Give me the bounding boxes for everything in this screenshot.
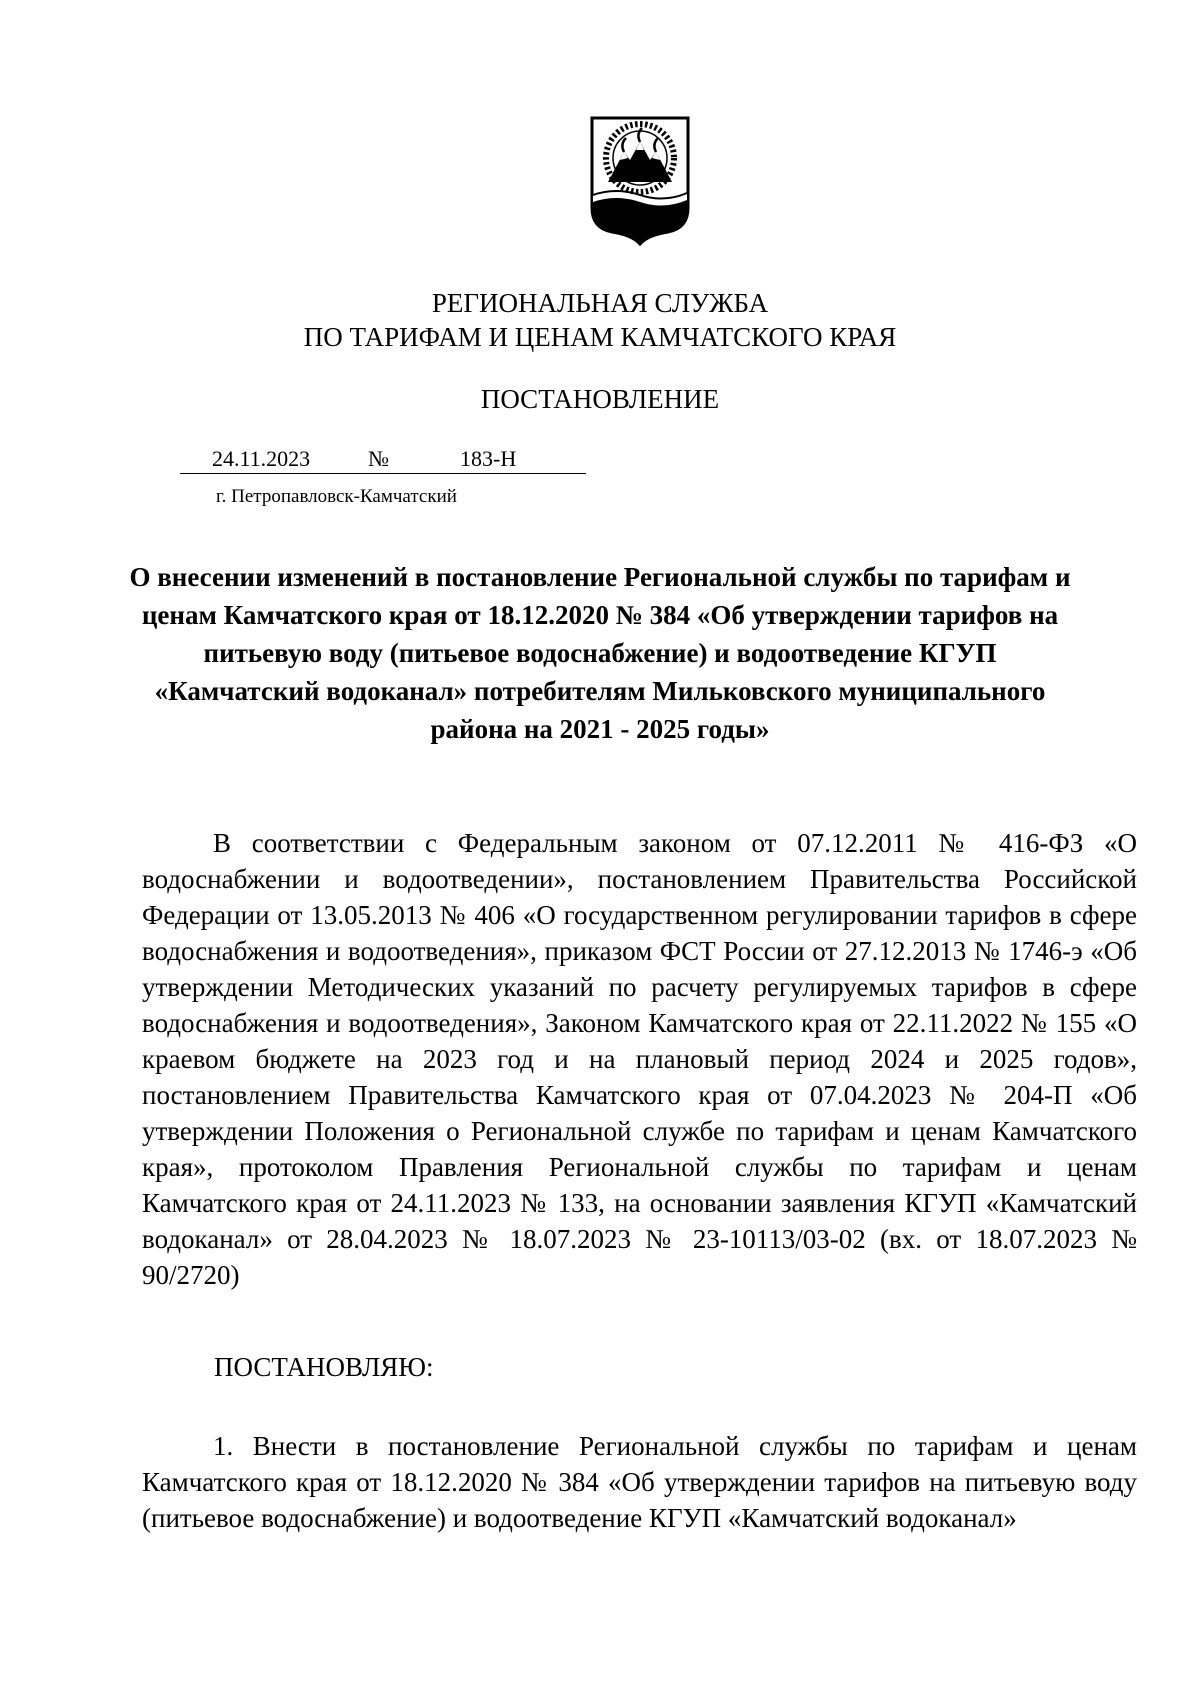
document-city: г. Петропавловск-Камчатский [216, 486, 457, 507]
document-type: ПОСТАНОВЛЕНИЕ [480, 384, 720, 414]
document-number: 183-Н [460, 446, 517, 471]
decree-heading: ПОСТАНОВЛЯЮ: [214, 1352, 434, 1382]
kamchatka-coat-of-arms-icon [586, 112, 694, 248]
document-title: О внесении изменений в постановление Региональной службы по тарифам и ценам Камчатского края от 18.12.2020 № 384 «Об утверждении тарифов на питьевую воду (питьевое водоснабжение) и водоотведение КГУП «Камчатский водоканал» потребителям Мильковского муниципального района на 2021 - 2025 годы» [129, 562, 1071, 744]
clause-1-paragraph: 1. Внести в постановление Региональной службы по тарифам и ценам Камчатского края от 18.12.2020 № 384 «Об утверждении тарифов на питьевую воду (питьевое водоснабжение) и водоотведение КГУП «Камчатский водоканал» [142, 1431, 1137, 1533]
preamble-paragraph: В соответствии с Федеральным законом от 07.12.2011 № 416-ФЗ «О водоснабжении и водоотведении», постановлением Правительства Российской Федерации от 13.05.2013 № 406 «О государственном регулировании тарифов в сфере водоснабжения и водоотведения», приказом ФСТ России от 27.12.2013 № 1746-э «Об утверждении Методических указаний по расчету регулируемых тарифов в сфере водоснабжения и водоотведения», Законом Камчатского края от 22.11.2022 № 155 «О краевом бюджете на 2023 год и на плановый период 2024 и 2025 годов», постановлением Правительства Камчатского края от 07.04.2023 № 204-П «Об утверждении Положения о Региональной службе по тарифам и ценам Камчатского края», протоколом Правления Региональной службы по тарифам и ценам Камчатского края от 24.11.2023 № 133, на основании заявления КГУП «Камчатский водоканал» от 28.04.2023 № 18.07.2023 № 23-10113/03-02 (вх. от 18.07.2023 № 90/2720) [142, 828, 1137, 1290]
number-sign: № [368, 446, 389, 471]
organization-name-line-2: ПО ТАРИФАМ И ЦЕНАМ КАМЧАТСКОГО КРАЯ [303, 322, 897, 352]
organization-name-line-1: РЕГИОНАЛЬНАЯ СЛУЖБА [431, 288, 769, 318]
date-number-underline [180, 473, 586, 474]
document-date: 24.11.2023 [212, 446, 311, 471]
